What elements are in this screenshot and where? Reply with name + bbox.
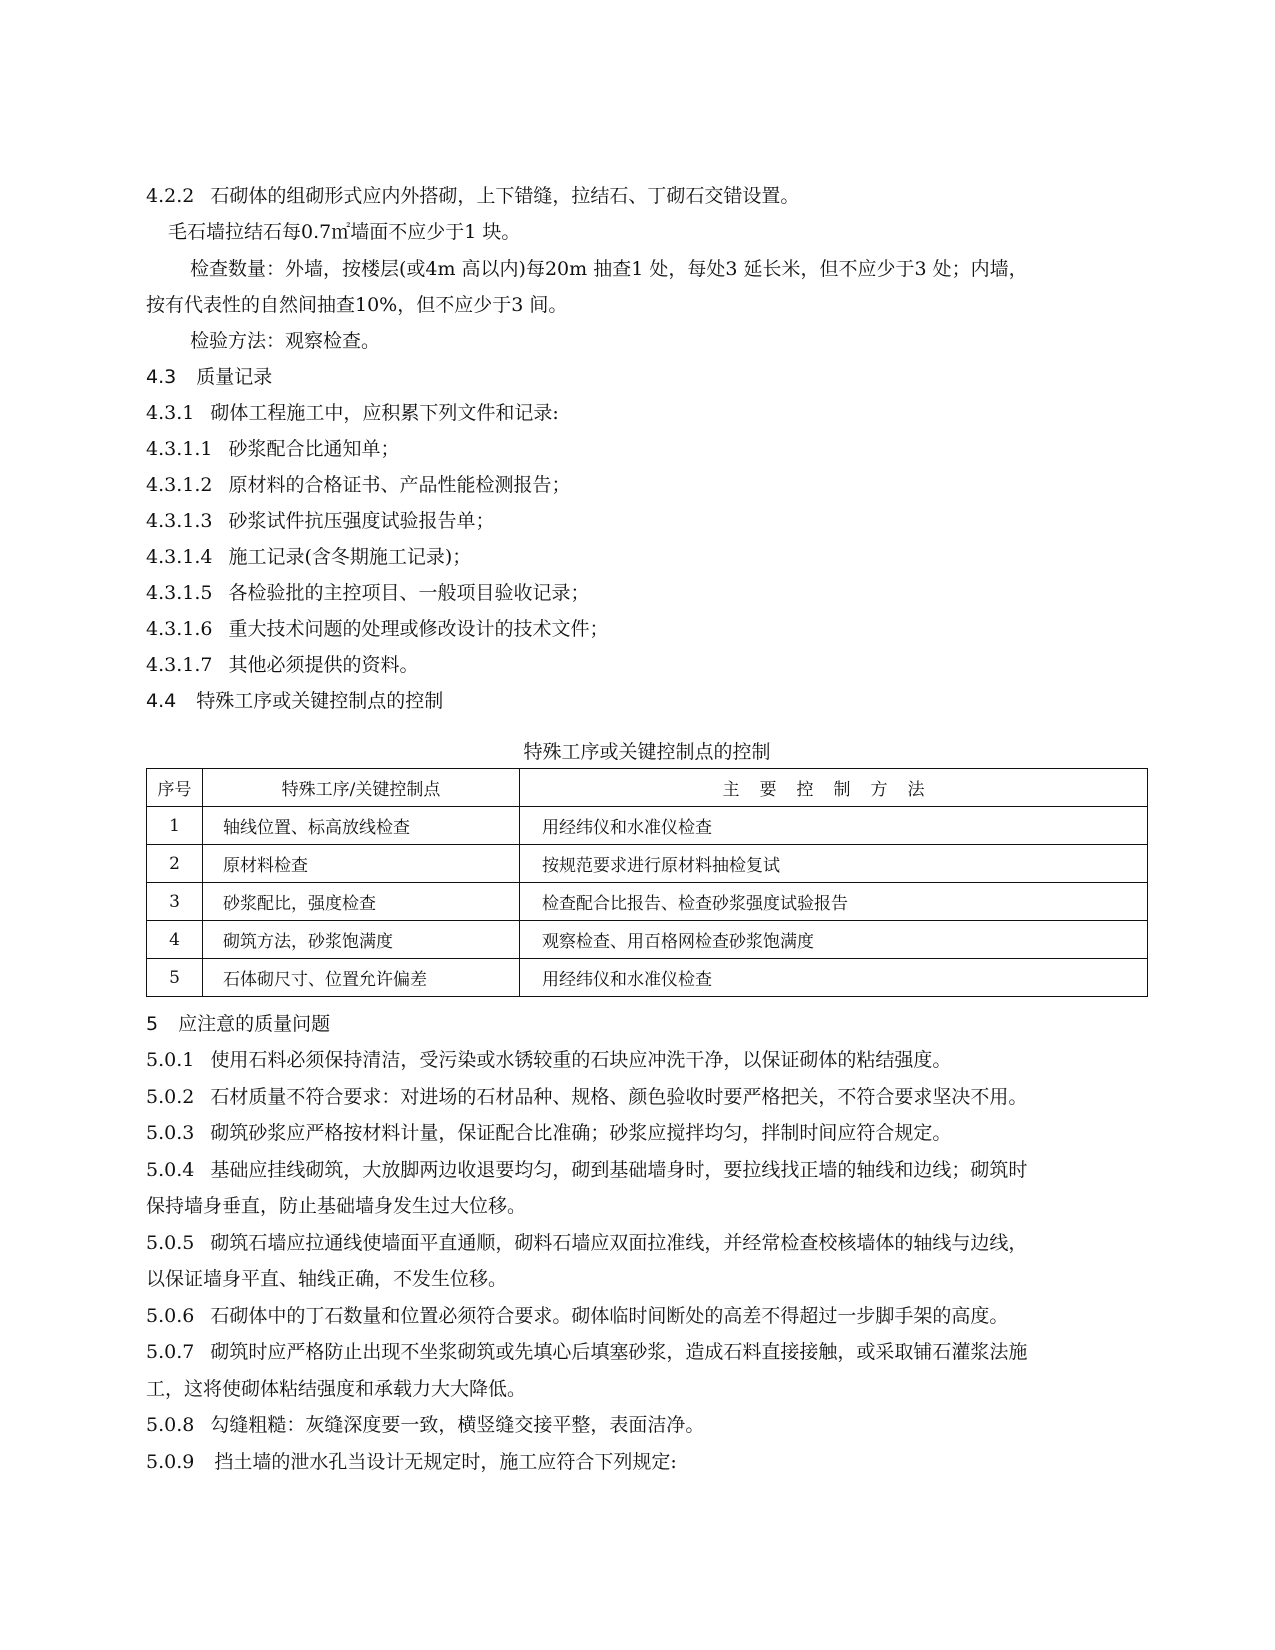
table-header-row — [147, 769, 1148, 807]
cell-no: 3 — [147, 883, 203, 921]
cell-no: 4 — [147, 921, 203, 959]
clause-5-0-9: 5.0.9 挡土墙的泄水孔当设计无规定时，施工应符合下列规定: — [146, 1451, 677, 1473]
section-4-3-heading: 4.3 质量记录 — [146, 366, 273, 388]
clause-5-0-4: 5.0.4 基础应挂线砌筑，大放脚两边收退要均匀，砌到基础墙身时，要拉线找正墙的轴线和边线；砌筑时 — [146, 1159, 1028, 1181]
clause-4-3-1-4: 4.3.1.4 施工记录(含冬期施工记录)； — [146, 546, 472, 568]
cell-no: 1 — [147, 807, 203, 845]
cell-method: 按规范要求进行原材料抽检复试 — [520, 845, 1148, 883]
inspection-method: 检验方法：观察检查。 — [190, 330, 381, 352]
clause-5-0-1: 5.0.1 使用石料必须保持清洁，受污染或水锈较重的石块应冲洗干净，以保证砌体的粘结强度。 — [146, 1049, 952, 1071]
table-row — [147, 921, 1148, 959]
section-5-heading: 5 应注意的质量问题 — [146, 1013, 331, 1035]
clause-4-3-1-3: 4.3.1.3 砂浆试件抗压强度试验报告单； — [146, 510, 495, 532]
clause-5-0-6: 5.0.6 石砌体中的丁石数量和位置必须符合要求。砌体临时间断处的高差不得超过一步脚手架的高度。 — [146, 1305, 1009, 1327]
clause-4-3-1-2: 4.3.1.2 原材料的合格证书、产品性能检测报告； — [146, 474, 571, 496]
clause-4-3-1-7: 4.3.1.7 其他必须提供的资料。 — [146, 654, 419, 676]
cell-no: 2 — [147, 845, 203, 883]
clause-5-0-3: 5.0.3 砌筑砂浆应严格按材料计量，保证配合比准确；砂浆应搅拌均匀，拌制时间应符合规定。 — [146, 1122, 952, 1144]
clause-5-0-5-cont: 以保证墙身平直、轴线正确，不发生位移。 — [146, 1268, 508, 1290]
header-no: 序号 — [147, 769, 203, 807]
cell-control-point: 轴线位置、标高放线检查 — [203, 807, 520, 845]
inspection-quantity: 检查数量：外墙，按楼层(或4m 高以内)每20m 抽查1 处，每处3 延长米，但不应少于3 处；内墙， — [190, 258, 1028, 280]
table-row — [147, 883, 1148, 921]
header-control-point: 特殊工序/关键控制点 — [203, 769, 520, 807]
clause-5-0-8: 5.0.8 勾缝粗糙：灰缝深度要一致，横竖缝交接平整，表面洁净。 — [146, 1414, 705, 1436]
clause-4-3-1-1: 4.3.1.1 砂浆配合比通知单； — [146, 438, 400, 460]
clause-5-0-4-cont: 保持墙身垂直，防止基础墙身发生过大位移。 — [146, 1195, 527, 1217]
control-points-table — [146, 768, 1148, 997]
clause-4-3-1-5: 4.3.1.5 各检验批的主控项目、一般项目验收记录； — [146, 582, 590, 604]
clause-4-3-1: 4.3.1 砌体工程施工中，应积累下列文件和记录: — [146, 402, 559, 424]
cell-method: 用经纬仪和水准仪检查 — [520, 807, 1148, 845]
clause-5-0-2: 5.0.2 石材质量不符合要求：对进场的石材品种、规格、颜色验收时要严格把关，不符合要求坚决不用。 — [146, 1086, 1028, 1108]
table-row — [147, 959, 1148, 997]
table-row — [147, 807, 1148, 845]
clause-5-0-7: 5.0.7 砌筑时应严格防止出现不坐浆砌筑或先填心后填塞砂浆，造成石料直接接触，或采取铺石灌浆法施 — [146, 1341, 1028, 1363]
cell-control-point: 原材料检查 — [203, 845, 520, 883]
cell-method: 观察检查、用百格网检查砂浆饱满度 — [520, 921, 1148, 959]
table-row — [147, 845, 1148, 883]
cell-control-point: 砌筑方法，砂浆饱满度 — [203, 921, 520, 959]
clause-4-2-2: 4.2.2 石砌体的组砌形式应内外搭砌，上下错缝，拉结石、丁砌石交错设置。 — [146, 185, 800, 207]
inspection-quantity-cont: 按有代表性的自然间抽查10%，但不应少于3 间。 — [146, 294, 568, 316]
cell-method: 检查配合比报告、检查砂浆强度试验报告 — [520, 883, 1148, 921]
header-method: 主要控制方法 — [520, 769, 1148, 807]
table-title: 特殊工序或关键控制点的控制 — [523, 741, 771, 763]
cell-control-point: 砂浆配比，强度检查 — [203, 883, 520, 921]
clause-4-3-1-6: 4.3.1.6 重大技术问题的处理或修改设计的技术文件； — [146, 618, 609, 640]
clause-5-0-7-cont: 工，这将使砌体粘结强度和承载力大大降低。 — [146, 1378, 527, 1400]
cell-control-point: 石体砌尺寸、位置允许偏差 — [203, 959, 520, 997]
section-4-4-heading: 4.4 特殊工序或关键控制点的控制 — [146, 690, 444, 712]
clause-4-2-2-tie-stone: 毛石墙拉结石每0.7㎡墙面不应少于1 块。 — [168, 221, 521, 243]
cell-method: 用经纬仪和水准仪检查 — [520, 959, 1148, 997]
clause-5-0-5: 5.0.5 砌筑石墙应拉通线使墙面平直通顺，砌料石墙应双面拉准线，并经常检查校核墙体的轴线与边线， — [146, 1232, 1028, 1254]
cell-no: 5 — [147, 959, 203, 997]
